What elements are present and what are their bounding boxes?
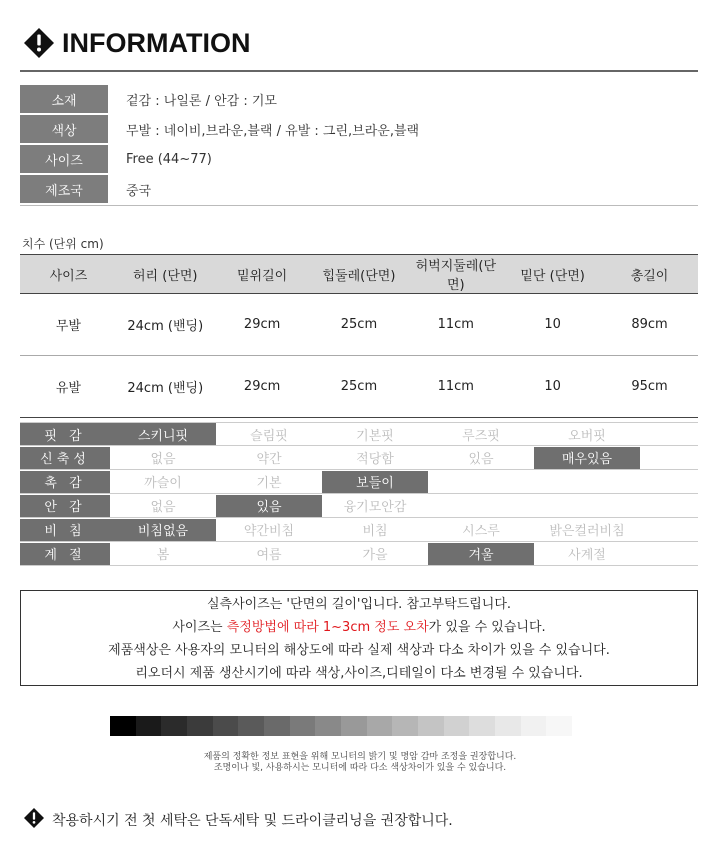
column-header: 사이즈 [20, 255, 117, 294]
notice-text: 가 있을 수 있습니다. [428, 620, 546, 635]
table-cell: 29cm [214, 356, 311, 418]
notice-line [21, 616, 697, 639]
grayscale-swatch [264, 716, 290, 736]
column-header: 힙둘레(단면) [311, 255, 408, 294]
fit-option [428, 495, 534, 517]
fit-option: 루즈핏 [462, 428, 500, 444]
fit-option: 비침 [362, 524, 388, 539]
fit-key: 안 감 [20, 495, 110, 517]
page-title: INFORMATION [62, 27, 251, 58]
fit-row [20, 494, 698, 518]
header [24, 25, 250, 61]
grayscale-swatch [418, 716, 444, 736]
spec-key: 소재 [20, 85, 108, 113]
notice-line: 실측사이즈는 '단면의 길이'입니다. 참고부탁드립니다. [206, 597, 512, 612]
warning-diamond-icon [24, 808, 44, 832]
fit-option: 시스루 [462, 524, 500, 539]
spec-value: 중국 [126, 183, 152, 199]
fit-option [534, 495, 640, 517]
spec-value: 겉감 : 나일론 / 안감 : 기모 [126, 93, 277, 109]
grayscale-swatch [469, 716, 495, 736]
notice-box [20, 590, 698, 686]
spec-value: Free (44~77) [126, 151, 212, 167]
fit-option: 까슬이 [144, 476, 182, 491]
table-cell: 25cm [311, 356, 408, 418]
grayscale-swatch [187, 716, 213, 736]
fit-key: 촉 감 [20, 471, 110, 493]
wash-note-text: 착용하시기 전 첫 세탁은 단독세탁 및 드라이클리닝을 권장합니다. [52, 813, 453, 829]
fit-option: 약간비침 [243, 524, 295, 539]
fit-option: 슬림핏 [250, 428, 288, 444]
fit-option [534, 471, 640, 493]
table-cell: 24cm (밴딩) [117, 356, 214, 418]
table-cell: 95cm [601, 356, 698, 418]
grayscale-swatch [444, 716, 470, 736]
wash-note [24, 808, 453, 832]
grayscale-swatch [392, 716, 418, 736]
fit-row [20, 446, 698, 470]
fit-option: 오버핏 [568, 428, 606, 444]
column-header: 허리 (단면) [117, 255, 214, 294]
fit-key: 신축성 [20, 447, 110, 469]
fine-print [0, 752, 720, 774]
grayscale-swatch [495, 716, 521, 736]
grayscale-swatch [290, 716, 316, 736]
notice-text: 사이즈는 [172, 620, 227, 635]
fit-option-selected: 매우있음 [534, 447, 640, 469]
fit-row [20, 422, 698, 446]
grayscale-swatch [546, 716, 572, 736]
table-cell: 11cm [407, 294, 504, 356]
grayscale-swatch [367, 716, 393, 736]
fit-option-selected: 보들이 [322, 471, 428, 493]
fit-option: 약간 [256, 452, 282, 467]
table-cell: 10 [504, 356, 601, 418]
notice-highlight: 측정방법에 따라 1~3cm 정도 오차 [226, 620, 429, 635]
grayscale-swatch [341, 716, 367, 736]
spec-key: 사이즈 [20, 145, 108, 173]
fine-print-line: 제품의 정확한 정보 표현을 위해 모니터의 밝기 및 명암 감마 조정을 권장합니다. [203, 752, 517, 762]
table-cell: 29cm [214, 294, 311, 356]
size-table-caption: 치수 (단위 cm) [22, 237, 104, 251]
grayscale-swatch [238, 716, 264, 736]
table-row [20, 294, 698, 356]
fit-row [20, 542, 698, 566]
table-cell: 89cm [601, 294, 698, 356]
fit-key: 계 절 [20, 543, 110, 565]
spec-value: 무발 : 네이비,브라운,블랙 / 유발 : 그린,브라운,블랙 [126, 123, 420, 139]
table-cell: 유발 [20, 356, 117, 418]
fit-option [428, 471, 534, 493]
table-cell: 10 [504, 294, 601, 356]
column-header: 총길이 [601, 255, 698, 294]
fine-print-line: 조명이나 빛, 사용하시는 모니터에 따라 다소 색상차이가 있을 수 있습니다. [213, 763, 507, 773]
fit-option: 기본 [256, 476, 282, 491]
fit-option-selected: 스키니핏 [110, 423, 216, 445]
fit-option: 적당함 [356, 452, 394, 467]
column-header: 밑위길이 [214, 255, 311, 294]
fit-option: 가을 [362, 548, 388, 563]
fit-option: 융기모안감 [343, 500, 407, 515]
fit-option: 없음 [150, 500, 176, 515]
fit-option: 기본핏 [356, 428, 394, 444]
grayscale-swatch [521, 716, 547, 736]
spec-row-color [20, 114, 698, 144]
fit-option: 봄 [156, 548, 170, 563]
spec-row-material [20, 84, 698, 114]
fit-grid [20, 422, 698, 566]
table-cell: 25cm [311, 294, 408, 356]
table-header-row [20, 255, 698, 294]
fit-option: 밝은컬러비침 [549, 524, 625, 539]
fit-option: 사계절 [568, 548, 606, 563]
fit-option: 있음 [468, 452, 494, 467]
grayscale-swatch [315, 716, 341, 736]
spec-row-size [20, 144, 698, 174]
column-header: 허벅지둘레(단면) [407, 255, 504, 294]
fit-option-selected: 겨울 [428, 543, 534, 565]
divider [20, 205, 698, 206]
table-cell: 24cm (밴딩) [117, 294, 214, 356]
fit-option-selected: 있음 [216, 495, 322, 517]
table-cell: 무발 [20, 294, 117, 356]
size-table [20, 254, 698, 418]
grayscale-swatch [110, 716, 136, 736]
grayscale-swatch [161, 716, 187, 736]
fit-row [20, 470, 698, 494]
notice-line: 리오더시 제품 생산시기에 따라 색상,사이즈,디테일이 다소 변경될 수 있습니다. [135, 666, 583, 681]
notice-line: 제품색상은 사용자의 모니터의 해상도에 따라 실제 색상과 다소 차이가 있을 수 있습니다. [108, 643, 610, 658]
spec-key: 색상 [20, 115, 108, 143]
spec-key: 제조국 [20, 175, 108, 203]
fit-option-selected: 비침없음 [110, 519, 216, 541]
fit-option: 여름 [256, 548, 282, 563]
spec-list [20, 84, 698, 204]
table-row [20, 356, 698, 418]
grayscale-swatch [213, 716, 239, 736]
fit-key: 비 침 [20, 519, 110, 541]
fit-row [20, 518, 698, 542]
column-header: 밑단 (단면) [504, 255, 601, 294]
divider [20, 70, 698, 72]
spec-row-origin [20, 174, 698, 204]
grayscale-bar [110, 716, 572, 736]
fit-key: 핏 감 [20, 423, 110, 445]
grayscale-swatch [136, 716, 162, 736]
fit-option: 없음 [150, 452, 176, 467]
warning-diamond-icon [24, 28, 54, 58]
table-cell: 11cm [407, 356, 504, 418]
